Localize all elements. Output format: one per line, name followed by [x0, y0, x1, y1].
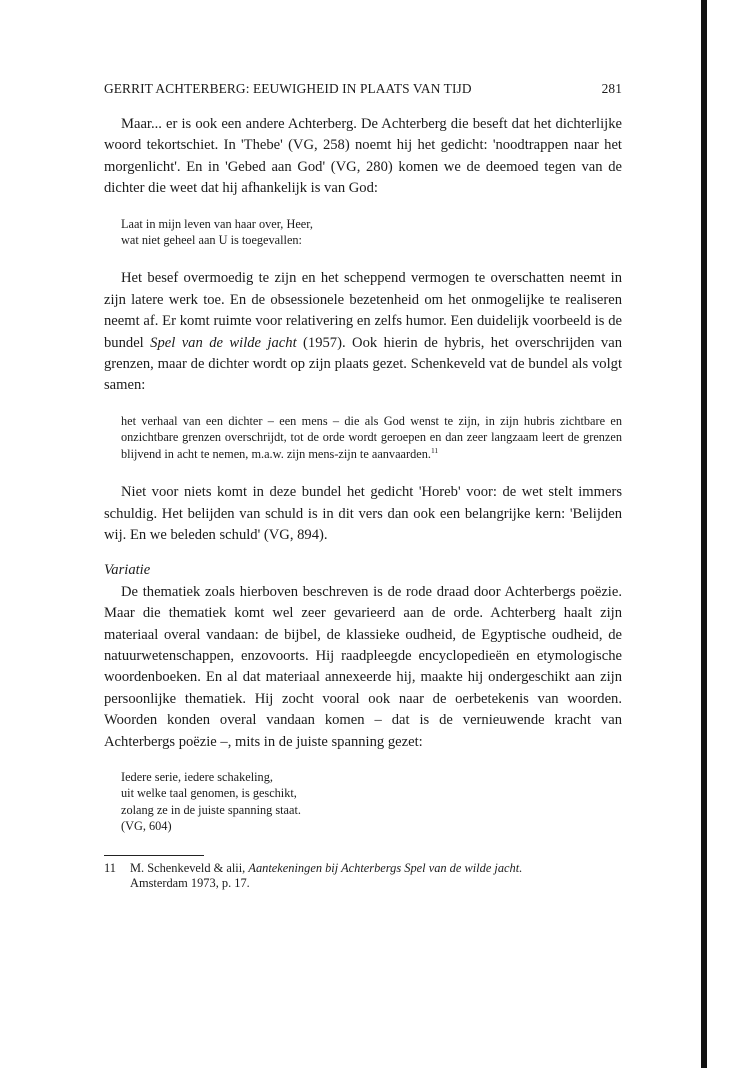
- scan-edge-bar: [701, 0, 707, 1068]
- prose-quote: [104, 413, 622, 462]
- running-head-title: GERRIT ACHTERBERG: EEUWIGHEID IN PLAATS VAN TIJD: [104, 81, 472, 96]
- paragraph-3: Niet voor niets komt in deze bundel het gedicht 'Horeb' voor: de wet stelt immers schuldig. Het belijden van schuld is in dit vers dan ook een belangrijke kern: 'Belijden wij. En we beleden schuld' (VG, 894).: [104, 484, 622, 543]
- running-head: [104, 78, 622, 100]
- footnote: [104, 861, 622, 892]
- book-title: Spel van de wilde jacht: [150, 334, 297, 351]
- poem-line: Iedere serie, iedere schakeling,: [121, 769, 273, 784]
- footnote-rule: [104, 855, 204, 856]
- book-page: [104, 78, 622, 892]
- paragraph-2-text-b: (1957). Ook hierin de hybris, het overschrijden van grenzen, maar de dichter wordt op zijn plaats gezet. Schenkeveld vat de bundel als volgt samen:: [104, 334, 622, 394]
- poem-quote-1: [104, 216, 622, 249]
- poem-line: wat niet geheel aan U is toegevallen:: [121, 233, 302, 248]
- poem-quote-2: [104, 769, 622, 835]
- poem-line: Laat in mijn leven van haar over, Heer,: [121, 216, 313, 231]
- poem-citation: (VG, 604): [121, 819, 172, 834]
- paragraph-4: De thematiek zoals hierboven beschreven is de rode draad door Achterbergs poëzie. Maar die thematiek komt wel zeer gevarieerd aan de orde. Achterberg haalt zijn materiaal overal vandaan: de bijbel, de klassieke oudheid, de Egyptische oudheid, de natuurwetenschappen, enzovoorts. Hij raadpleegde encyclopedieën en etymologische woordenboeken. En al dat materiaal annexeerde hij, maakte hij ondergeschikt aan zijn persoonlijke thematiek. Hij zocht vooral ook naar de oerbetekenis van woorden. Woorden konden overal vandaan komen – dat is de vernieuwende kracht van Achterbergs poëzie –, mits in de juiste spanning gezet:: [104, 583, 622, 750]
- page-number: 281: [601, 81, 622, 96]
- footnote-number: 11: [104, 860, 116, 875]
- footnote-author: M. Schenkeveld & alii,: [130, 860, 249, 875]
- footnote-place-year: Amsterdam 1973, p. 17.: [130, 876, 250, 891]
- poem-line: zolang ze in de juiste spanning staat.: [121, 802, 301, 817]
- paragraph-2-text-a: Het besef overmoedig te zijn en het scheppend vermogen te overschatten neemt in zijn latere werk toe. En de obsessionele bezetenheid om het onmogelijke te realiseren neemt af. Er komt ruimte voor relativering en zelfs humor. Een duidelijk voorbeeld is de bundel: [104, 270, 622, 351]
- paragraph-2: [104, 268, 622, 396]
- section-heading: Variatie: [104, 562, 151, 579]
- prose-quote-text: het verhaal van een dichter – een mens – die als God wenst te zijn, in zijn hubris zichtbare en onzichtbare grenzen overschrijdt, tot de orde wordt geroepen en dan zeer langzaam leert de grenzen blijvend in acht te nemen, m.a.w. zijn mens-zijn te aanvaarden.: [121, 413, 622, 461]
- poem-line: uit welke taal genomen, is geschikt,: [121, 786, 297, 801]
- paragraph-1: Maar... er is ook een andere Achterberg. De Achterberg die beseft dat het dichterlijke woord tekortschiet. In 'Thebe' (VG, 258) noemt hij het gedicht: 'noodtrappen naar het morgenlicht'. En in 'Gebed aan God' (VG, 280) komen we de deemoed tegen van de dichter die weet dat hij afhankelijk is van God:: [104, 116, 622, 197]
- footnote-title: Aantekeningen bij Achterbergs Spel van de wilde jacht.: [248, 860, 523, 875]
- footnote-text-line-1: [130, 861, 622, 877]
- footnote-reference: 11: [430, 445, 439, 455]
